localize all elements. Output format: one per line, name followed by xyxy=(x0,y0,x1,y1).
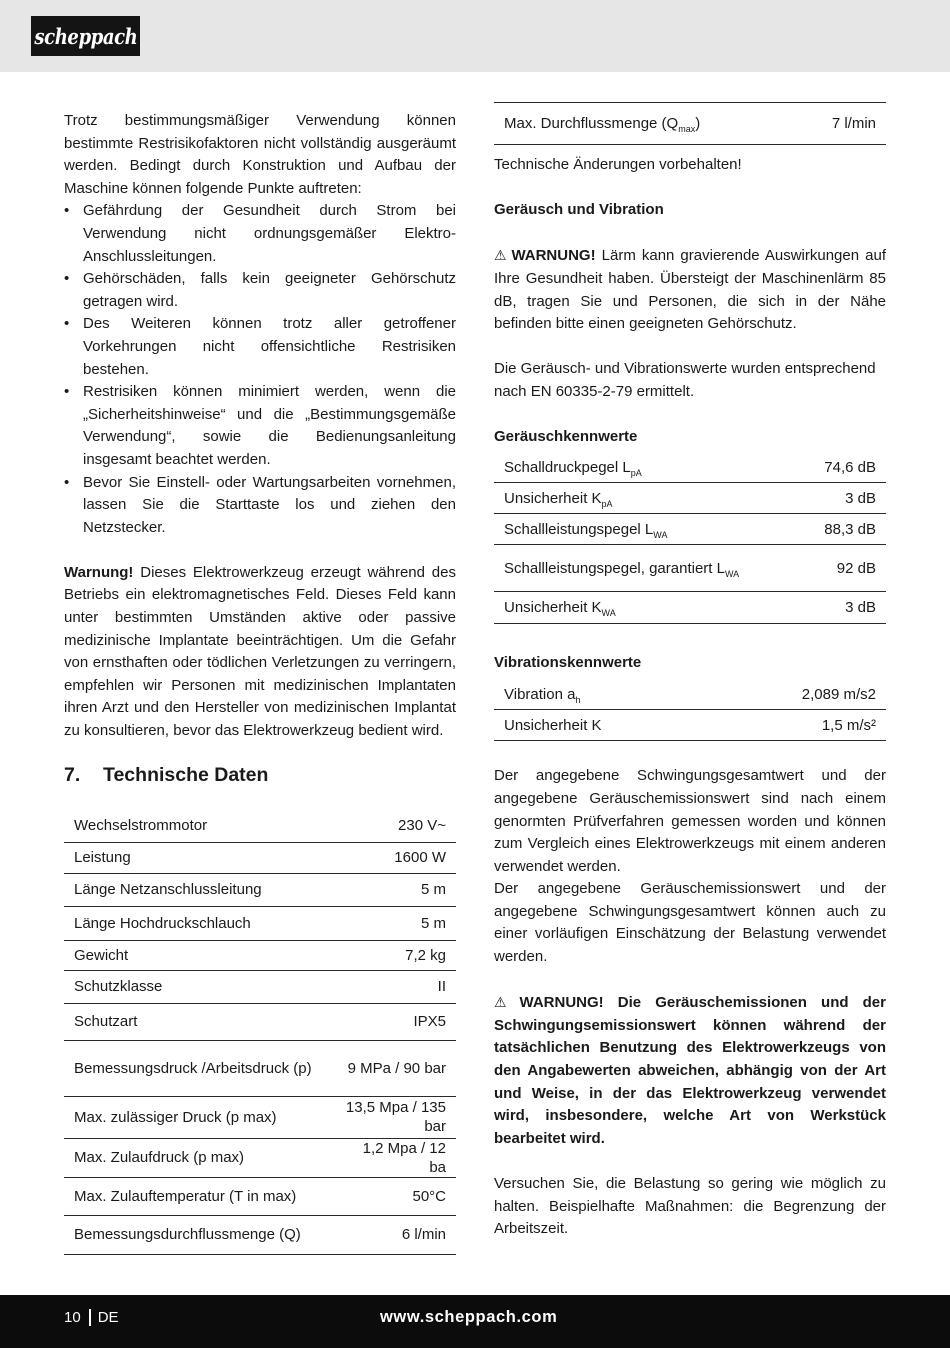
table-row xyxy=(64,873,456,906)
table-cell-value: 1600 W xyxy=(332,842,456,873)
table-cell-label: Wechselstrommotor xyxy=(64,810,332,842)
table-cell-label: Unsicherheit $K_{WA}$ xyxy=(494,592,800,624)
emission-text-1: Der angegebene Schwingungsgesamtwert und der angegebene Geräuschemissionswert sind nach einem genormten Prüfverfahren gemessen worden und können zum Vergleich eines Elektrowerkzeugs mit einem anderen verwendet werden. xyxy=(494,767,886,875)
table-row xyxy=(64,1177,456,1215)
load-text: Versuchen Sie, die Belastung so gering wie möglich zu halten. Beispielhafte Maßnahmen: die Begrenzung der Arbeitszeit. xyxy=(494,1175,886,1238)
section-heading xyxy=(64,764,268,787)
table-row xyxy=(64,842,456,873)
table-row xyxy=(64,970,456,1003)
table-row xyxy=(494,545,886,592)
table-cell-label: Länge Hochdruckschlauch xyxy=(64,906,332,940)
header-bar xyxy=(0,0,950,72)
determination-text: Die Geräusch- und Vibrationswerte wurden entsprechend nach EN 60335-2-79 ermittelt. xyxy=(494,360,876,400)
emission-text-2: Der angegebene Geräuschemissionswert und der angegebene Schwingungsgesamtwert können auch zu einer vorläufigen Einschätzung der Belastung verwendet werden. xyxy=(494,880,886,966)
table-cell-label: Länge Netzanschlussleitung xyxy=(64,873,332,906)
table-cell-value: 6 l/min xyxy=(332,1215,456,1254)
table-cell-label: Schallleistungspegel, garantiert $L_{WA}$ xyxy=(494,545,800,592)
table-cell-value: 3 dB xyxy=(800,592,886,624)
noise-warning xyxy=(494,244,886,335)
table-cell-value: 74,6 dB xyxy=(800,453,886,483)
table-cell-value: IPX5 xyxy=(332,1003,456,1040)
table-cell-label: Max. zulässiger Druck (p max) xyxy=(64,1096,332,1138)
table-row xyxy=(494,710,886,741)
table-row xyxy=(64,1003,456,1040)
table-cell-label: Bemessungsdurchflussmenge (Q) xyxy=(64,1215,332,1254)
list-item: • Restrisiken können minimiert werden, wenn die „Sicherheitshinweise“ und die „Bestimmungsgemäße Verwendung“, sowie die Bedienungsanleitung insgesamt beachtet werden. xyxy=(64,381,456,471)
noise-values-heading: Geräuschkennwerte xyxy=(494,428,638,446)
list-item: • Bevor Sie Einstell- oder Wartungsarbeiten vornehmen, lassen Sie die Starttaste los und ziehen den Netzstecker. xyxy=(64,472,456,540)
page-indicator xyxy=(64,1309,119,1326)
table-cell-value: 92 dB xyxy=(800,545,886,592)
table-cell-value: 7 l/min xyxy=(796,103,886,145)
table-row xyxy=(494,483,886,514)
table-cell-label: Max. Durchflussmenge $(Q_{max})$ xyxy=(494,103,796,145)
table-row xyxy=(494,592,886,624)
residual-risk-list xyxy=(64,200,456,539)
table-cell-label: Max. Zulauftemperatur (T in max) xyxy=(64,1177,332,1215)
table-cell-value: II xyxy=(332,970,456,1003)
warning-label: WARNUNG! xyxy=(511,247,596,265)
table-row xyxy=(64,1215,456,1254)
table-row xyxy=(64,1040,456,1096)
warning-triangle-icon: ⚠ xyxy=(494,994,517,1011)
emf-warning xyxy=(64,562,456,743)
residual-risk-intro: Trotz bestimmungsmäßiger Verwendung können bestimmte Restrisikofaktoren nicht vollständig ausgeräumt werden. Bedingt durch Konstruktion und Aufbau der Maschine können folgende Punkte auftreten: xyxy=(64,112,456,197)
table-cell-label: Schallleistungspegel $L_{WA}$ xyxy=(494,514,800,545)
table-cell-label: Vibration $a_h$ xyxy=(494,679,712,710)
scheppach-logo: scheppach xyxy=(31,16,140,56)
noise-table xyxy=(494,453,886,625)
table-cell-label: Schutzart xyxy=(64,1003,332,1040)
table-cell-value: 1,5 m/s² xyxy=(712,710,886,741)
warning-text: Lärm kann gravierende Auswirkungen auf Ihre Gesundheit haben. Übersteigt der Maschinenlärm 85 dB, tragen Sie und Personen, die sich in der Nähe befinden bitte einen geeigneten Gehörschutz. xyxy=(494,247,886,333)
footer-bar xyxy=(0,1295,950,1348)
vibration-table xyxy=(494,679,886,742)
table-row xyxy=(64,1096,456,1138)
table-row xyxy=(64,906,456,940)
table-row xyxy=(64,940,456,970)
left-column xyxy=(64,110,456,743)
table-cell-value: 88,3 dB xyxy=(800,514,886,545)
table-cell-label: Unsicherheit $K_{pA}$ xyxy=(494,483,800,514)
table-cell-label: Leistung xyxy=(64,842,332,873)
table-cell-label: Schutzklasse xyxy=(64,970,332,1003)
website-url: www.scheppach.com xyxy=(380,1308,558,1326)
emission-warning xyxy=(494,991,886,1150)
page-number: 10 xyxy=(64,1309,81,1326)
changes-note: Technische Änderungen vorbehalten! xyxy=(494,156,742,173)
table-cell-value: 5 m xyxy=(332,906,456,940)
table-cell-value: 5 m xyxy=(332,873,456,906)
table-cell-value: 1,2 Mpa / 12 ba xyxy=(332,1138,456,1177)
table-row xyxy=(494,103,886,145)
table-row xyxy=(494,679,886,710)
divider xyxy=(89,1309,91,1326)
table-cell-value: 2,089 m/s2 xyxy=(712,679,886,710)
tech-data-table xyxy=(64,810,456,1255)
table-cell-value: 3 dB xyxy=(800,483,886,514)
flow-table xyxy=(494,102,886,145)
table-cell-label: Gewicht xyxy=(64,940,332,970)
table-cell-label: Bemessungsdruck /Arbeitsdruck (p) xyxy=(64,1040,332,1096)
table-cell-value: 7,2 kg xyxy=(332,940,456,970)
table-cell-label: Unsicherheit K xyxy=(494,710,712,741)
vibration-heading: Vibrationskennwerte xyxy=(494,654,642,672)
warning-label: Warnung! xyxy=(64,563,134,581)
table-cell-label: Max. Zulaufdruck (p max) xyxy=(64,1138,332,1177)
section-number: 7. xyxy=(64,764,81,786)
list-item: • Gefährdung der Gesundheit durch Strom bei Verwendung nicht ordnungsgemäßer Elektro-Anschlussleitungen. xyxy=(64,200,456,268)
table-cell-value: 9 MPa / 90 bar xyxy=(332,1040,456,1096)
noise-heading: Geräusch und Vibration xyxy=(494,201,664,219)
warning-text: WARNUNG! Die Geräuschemissionen und der Schwingungsemissionswert können während der tatsächlichen Benutzung des Elektrowerkzeugs von den Angabewerten abweichen, abhängig von der Art und Weise, in der das Elektrowerkzeug verwendet wird, insbesondere, welche Art von Werkstück bearbeitet wird. xyxy=(494,994,886,1147)
right-column xyxy=(494,102,886,1241)
section-title: Technische Daten xyxy=(103,764,269,786)
table-row xyxy=(494,453,886,483)
warning-text: Dieses Elektrowerkzeug erzeugt während des Betriebs ein elektromagnetisches Feld. Dieses Feld kann unter bestimmten Umständen aktive oder passive medizinische Implantate beeinträchtigen. Um die Gefahr von ernsthaften oder tödlichen Verletzungen zu verringern, empfehlen wir Personen mit medizinischen Implantaten ihren Arzt und den Hersteller von medizinischen Implantat zu konsultieren, bevor das Elektrowerkzeug bedient wird. xyxy=(64,563,456,740)
table-row xyxy=(494,514,886,545)
language-code: DE xyxy=(97,1309,119,1326)
warning-triangle-icon: ⚠ xyxy=(494,247,509,264)
table-cell-value: 50°C xyxy=(332,1177,456,1215)
table-row xyxy=(64,810,456,842)
table-cell-label: Schalldruckpegel $L_{pA}$ xyxy=(494,453,800,483)
table-cell-value: 13,5 Mpa / 135 bar xyxy=(332,1096,456,1138)
list-item: • Des Weiteren können trotz aller getroffener Vorkehrungen nicht offensichtliche Restrisiken bestehen. xyxy=(64,313,456,381)
table-row xyxy=(64,1138,456,1177)
list-item: • Gehörschäden, falls kein geeigneter Gehörschutz getragen wird. xyxy=(64,268,456,313)
table-cell-value: 230 V~ xyxy=(332,810,456,842)
